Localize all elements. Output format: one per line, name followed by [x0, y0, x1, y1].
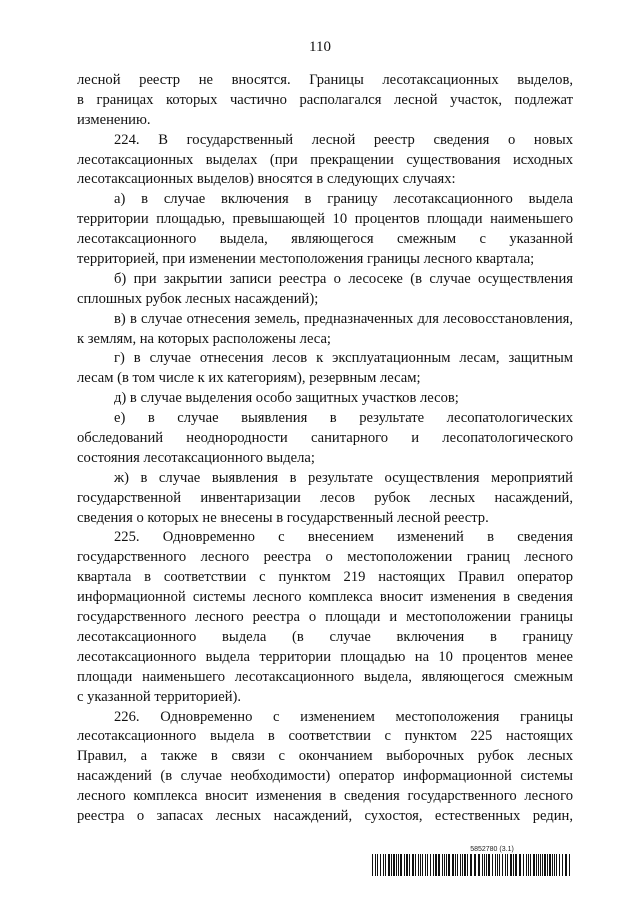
- barcode-bar: [562, 854, 563, 876]
- text-line: лесной реестр не вносятся. Границы лесотаксационных выделов,: [77, 72, 573, 88]
- text-line: площади наименьшего лесотаксационного выдела, являющегося смежным: [77, 668, 573, 685]
- barcode-bar: [495, 854, 496, 876]
- text-line: территории площадью, превышающей 10 процентов площади наименьшего: [77, 211, 573, 228]
- barcode-bar: [438, 854, 440, 876]
- text-line: лесотаксационных выделов) вносятся в следующих случаях:: [77, 171, 456, 188]
- barcode-bar: [538, 854, 539, 876]
- text-line: государственной инвентаризации лесов рубок лесных насаждений,: [77, 489, 573, 506]
- text-line: в границах которых частично располагался лесной участок, подлежат: [77, 91, 573, 108]
- barcode-bar: [526, 854, 527, 876]
- barcode-bar: [457, 854, 458, 876]
- text-line: лесного комплекса вносит изменения в сведения государственного лесного: [77, 788, 573, 805]
- barcode-bar: [406, 854, 408, 876]
- text-line: сплошных рубок лесных насаждений);: [77, 290, 319, 307]
- barcode-bar: [383, 854, 384, 876]
- text-line: государственного лесного реестра о площади и местоположении границы: [77, 609, 573, 626]
- barcode-bar: [391, 854, 392, 876]
- text-line: лесотаксационного выдела (в случае включения в границу: [77, 628, 573, 645]
- barcode-bar: [398, 854, 399, 876]
- barcode-bar: [515, 854, 517, 876]
- text-line: б) при закрытии записи реестра о лесосеке (в случае осуществления: [114, 270, 573, 287]
- barcode-bar: [422, 854, 423, 876]
- barcode-bar: [470, 854, 472, 876]
- text-line: 225. Одновременно с внесением изменений в сведения: [114, 529, 573, 546]
- text-line: лесотаксационного выдела, являющегося смежным с указанной: [77, 231, 573, 248]
- barcode-bar: [409, 854, 410, 876]
- barcode-bar: [380, 854, 381, 876]
- barcode-bar: [528, 854, 529, 876]
- text-line: информационной системы лесного комплекса вносит изменения в сведения: [77, 589, 573, 606]
- barcode-bar: [385, 854, 386, 876]
- text-line: сведения о которых не внесены в государственный лесной реестр.: [77, 509, 489, 526]
- barcode-bar: [544, 854, 546, 876]
- barcode-bar: [442, 854, 443, 876]
- barcode-bar: [569, 854, 570, 876]
- barcode-bar: [446, 854, 447, 876]
- barcode-bar: [523, 854, 524, 876]
- barcode-bar: [400, 854, 402, 876]
- barcode-bar: [540, 854, 541, 876]
- barcode-bar: [412, 854, 414, 876]
- barcode-bar: [460, 854, 461, 876]
- text-line: в) в случае отнесения земель, предназначенных для лесовосстановления,: [114, 310, 573, 327]
- text-line: Правил, а также в связи с окончанием выборочных рубок лесных: [77, 748, 573, 765]
- barcode-bar: [433, 854, 434, 876]
- barcode-bar: [377, 854, 378, 876]
- barcode-bar: [474, 854, 476, 876]
- text-line: к землям, на которых расположены леса;: [77, 330, 331, 347]
- barcode-bar: [418, 854, 419, 876]
- barcode-bar: [435, 854, 437, 876]
- barcode-bar: [482, 854, 483, 876]
- barcode-bar: [478, 854, 480, 876]
- barcode-bar: [488, 854, 490, 876]
- text-line: г) в случае отнесения лесов к эксплуатационным лесам, защитным: [114, 350, 573, 367]
- text-line: государственного лесного реестра о местоположении границ лесного: [77, 549, 573, 566]
- barcode-bar: [404, 854, 405, 876]
- barcode-bar: [388, 854, 390, 876]
- text-line: 226. Одновременно с изменением местоположения границы: [114, 708, 573, 725]
- barcode-bar: [372, 854, 373, 876]
- barcode-bar: [549, 854, 551, 876]
- text-line: состояния лесотаксационного выдела;: [77, 449, 315, 466]
- barcode-bar: [499, 854, 500, 876]
- page-number: 110: [309, 39, 331, 55]
- barcode-bar: [452, 854, 454, 876]
- barcode-bar: [552, 854, 553, 876]
- text-line: квартала в соответствии с пунктом 219 настоящих Правил оператор: [77, 569, 573, 586]
- barcode-bar: [462, 854, 463, 876]
- barcode-bar: [519, 854, 521, 876]
- text-line: лесотаксационного выдела территории площадью на 10 процентов менее: [77, 648, 573, 665]
- barcode-bar: [427, 854, 428, 876]
- text-line: обследований неоднородности санитарного и лесопатологического: [77, 430, 573, 447]
- barcode-number: 5852780 (3.1): [470, 846, 514, 853]
- text-line: а) в случае включения в границу лесотаксационного выдела: [114, 191, 573, 208]
- barcode-bar: [565, 854, 567, 876]
- barcode-bar: [559, 854, 560, 876]
- barcode-bar: [554, 854, 555, 876]
- barcode-bar: [547, 854, 548, 876]
- text-line: ж) в случае выявления в результате осуществления мероприятий: [114, 469, 573, 486]
- barcode-bar: [455, 854, 456, 876]
- barcode-bar: [505, 854, 506, 876]
- barcode-bar: [510, 854, 512, 876]
- barcode-bar: [467, 854, 468, 876]
- text-line: лесам (в том числе к их категориям), резервным лесам;: [77, 370, 421, 387]
- text-line: с указанной территорией).: [77, 688, 242, 705]
- text-line: реестра о запасах лесных насаждений, сухостоя, естественных редин,: [77, 807, 573, 824]
- text-line: насаждений (в случае необходимости) оператор информационной системы: [77, 768, 573, 785]
- text-line: лесотаксационного выдела в соответствии с пунктом 225 настоящих: [77, 728, 573, 745]
- text-line: е) в случае выявления в результате лесопатологических: [114, 410, 573, 427]
- barcode-bar: [425, 854, 426, 876]
- barcode-bar: [536, 854, 537, 876]
- barcode-bar: [375, 854, 376, 876]
- text-line: лесотаксационных выделах (при прекращении существования исходных: [77, 151, 573, 168]
- barcode-bar: [448, 854, 450, 876]
- barcode-bar: [533, 854, 535, 876]
- barcode-bar: [430, 854, 431, 876]
- barcode-bar: [513, 854, 514, 876]
- text-line: территорией, при изменении местоположения границы лесного квартала;: [77, 251, 535, 268]
- text-line: изменению.: [77, 111, 151, 128]
- text-line: д) в случае выделения особо защитных участков лесов;: [114, 390, 459, 407]
- document-body: [77, 71, 573, 827]
- barcode-bar: [556, 854, 557, 876]
- barcode-block: [372, 846, 572, 876]
- barcode-bar: [396, 854, 397, 876]
- barcode-image: [372, 854, 572, 876]
- barcode-bar: [497, 854, 498, 876]
- barcode-bar: [530, 854, 531, 876]
- barcode-bar: [502, 854, 503, 876]
- barcode-bar: [444, 854, 445, 876]
- text-line: 224. В государственный лесной реестр сведения о новых: [114, 131, 573, 148]
- barcode-bar: [464, 854, 466, 876]
- barcode-bar: [393, 854, 395, 876]
- barcode-bar: [484, 854, 485, 876]
- barcode-bar: [542, 854, 543, 876]
- barcode-bar: [492, 854, 493, 876]
- barcode-bar: [415, 854, 416, 876]
- barcode-bar: [486, 854, 487, 876]
- barcode-bar: [420, 854, 421, 876]
- barcode-bar: [507, 854, 508, 876]
